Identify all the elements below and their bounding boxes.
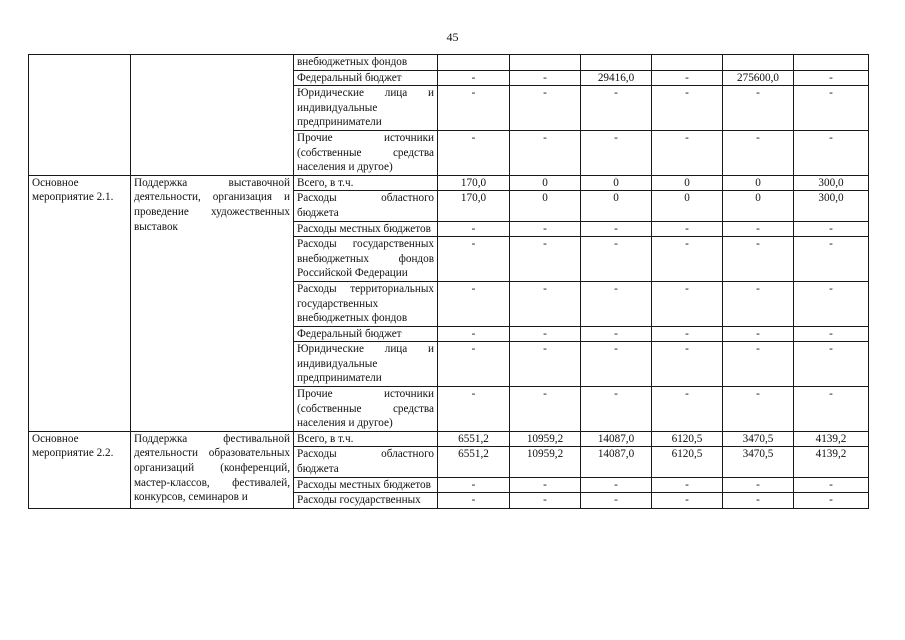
year-value-cell: 6551,2 [438,431,510,447]
year-value-cell: - [438,130,510,175]
year-value-cell: - [794,237,869,282]
year-value-cell: 0 [652,175,723,191]
year-value-cell: - [794,387,869,432]
year-value-cell: - [723,237,794,282]
year-value-cell: 29416,0 [581,70,652,86]
year-value-cell [438,55,510,71]
year-value-cell: - [652,326,723,342]
year-value-cell: - [581,221,652,237]
funding-source-cell: Расходы государственных [294,493,438,509]
year-value-cell: - [723,387,794,432]
funding-source-cell: Расходы областного бюджета [294,191,438,221]
funding-source-cell: Расходы местных бюджетов [294,477,438,493]
year-value-cell: - [438,477,510,493]
year-value-cell: 300,0 [794,175,869,191]
year-value-cell: 4139,2 [794,447,869,477]
year-value-cell: - [581,326,652,342]
budget-table [28,54,869,509]
year-value-cell: - [510,130,581,175]
measure-description-cell [131,55,294,176]
year-value-cell [794,55,869,71]
funding-source-cell: Юридические лица и индивидуальные предприниматели [294,342,438,387]
year-value-cell: - [581,86,652,131]
funding-source-cell: Расходы государственных внебюджетных фондов Российской Федерации [294,237,438,282]
year-value-cell: 0 [581,175,652,191]
year-value-cell: - [723,281,794,326]
year-value-cell: - [438,493,510,509]
year-value-cell: - [438,221,510,237]
year-value-cell: - [652,477,723,493]
year-value-cell: - [581,342,652,387]
year-value-cell: 6551,2 [438,447,510,477]
year-value-cell: - [652,70,723,86]
measure-description-cell: Поддержка фестивальной деятельности образовательных организаций (конференций, мастер-классов, фестивалей, конкурсов, семинаров и [131,431,294,508]
funding-source-cell: Всего, в т.ч. [294,431,438,447]
year-value-cell: - [794,70,869,86]
year-value-cell: - [581,130,652,175]
year-value-cell: - [723,477,794,493]
year-value-cell: - [794,86,869,131]
funding-source-cell: Расходы областного бюджета [294,447,438,477]
year-value-cell: - [652,493,723,509]
year-value-cell [652,55,723,71]
year-value-cell: - [723,342,794,387]
year-value-cell: - [652,387,723,432]
year-value-cell: 6120,5 [652,431,723,447]
year-value-cell: 0 [581,191,652,221]
year-value-cell: - [510,86,581,131]
year-value-cell: - [723,130,794,175]
year-value-cell: - [581,237,652,282]
year-value-cell: - [510,326,581,342]
year-value-cell: - [652,130,723,175]
year-value-cell: - [510,493,581,509]
year-value-cell: 14087,0 [581,431,652,447]
year-value-cell: - [794,326,869,342]
year-value-cell: - [652,342,723,387]
funding-source-cell: Федеральный бюджет [294,326,438,342]
year-value-cell: 6120,5 [652,447,723,477]
year-value-cell: - [794,281,869,326]
year-value-cell: - [510,281,581,326]
year-value-cell: - [438,86,510,131]
funding-source-cell: Федеральный бюджет [294,70,438,86]
year-value-cell: - [794,493,869,509]
year-value-cell: - [652,237,723,282]
year-value-cell: - [723,493,794,509]
year-value-cell: 0 [723,175,794,191]
year-value-cell: - [438,70,510,86]
year-value-cell: - [510,70,581,86]
year-value-cell: - [652,221,723,237]
measure-name-cell [29,55,131,176]
year-value-cell: - [652,86,723,131]
year-value-cell: - [794,342,869,387]
year-value-cell: 0 [723,191,794,221]
table-row [29,175,869,191]
funding-source-cell: Прочие источники (собственные средства населения и другое) [294,130,438,175]
year-value-cell: - [510,387,581,432]
page-number: 45 [446,30,459,44]
year-value-cell [581,55,652,71]
year-value-cell: - [510,477,581,493]
funding-source-cell: Расходы местных бюджетов [294,221,438,237]
year-value-cell: 170,0 [438,175,510,191]
funding-source-cell: внебюджетных фондов [294,55,438,71]
funding-source-cell: Прочие источники (собственные средства населения и другое) [294,387,438,432]
year-value-cell: 3470,5 [723,431,794,447]
measure-description-cell: Поддержка выставочной деятельности, организация и проведение художественных выставок [131,175,294,431]
year-value-cell: - [438,387,510,432]
funding-source-cell: Расходы территориальных государственных внебюджетных фондов [294,281,438,326]
year-value-cell: - [581,477,652,493]
year-value-cell: 10959,2 [510,447,581,477]
budget-table-body [29,55,869,509]
year-value-cell: - [652,281,723,326]
year-value-cell: 170,0 [438,191,510,221]
year-value-cell: - [794,221,869,237]
year-value-cell: 14087,0 [581,447,652,477]
year-value-cell: - [438,342,510,387]
year-value-cell [723,55,794,71]
year-value-cell: 275600,0 [723,70,794,86]
year-value-cell: - [794,130,869,175]
year-value-cell: - [438,237,510,282]
year-value-cell: - [723,221,794,237]
year-value-cell: - [581,387,652,432]
year-value-cell: - [794,477,869,493]
year-value-cell: 3470,5 [723,447,794,477]
year-value-cell [510,55,581,71]
year-value-cell: 300,0 [794,191,869,221]
funding-source-cell: Всего, в т.ч. [294,175,438,191]
year-value-cell: - [510,342,581,387]
year-value-cell: 4139,2 [794,431,869,447]
year-value-cell: - [723,326,794,342]
year-value-cell: 0 [652,191,723,221]
year-value-cell: - [510,221,581,237]
measure-name-cell: Основное мероприятие 2.2. [29,431,131,508]
year-value-cell: 10959,2 [510,431,581,447]
year-value-cell: - [723,86,794,131]
year-value-cell: 0 [510,175,581,191]
table-row [29,55,869,71]
year-value-cell: - [438,281,510,326]
year-value-cell: - [581,493,652,509]
measure-name-cell: Основное мероприятие 2.1. [29,175,131,431]
funding-source-cell: Юридические лица и индивидуальные предприниматели [294,86,438,131]
year-value-cell: - [438,326,510,342]
year-value-cell: - [581,281,652,326]
year-value-cell: - [510,237,581,282]
table-row [29,431,869,447]
year-value-cell: 0 [510,191,581,221]
